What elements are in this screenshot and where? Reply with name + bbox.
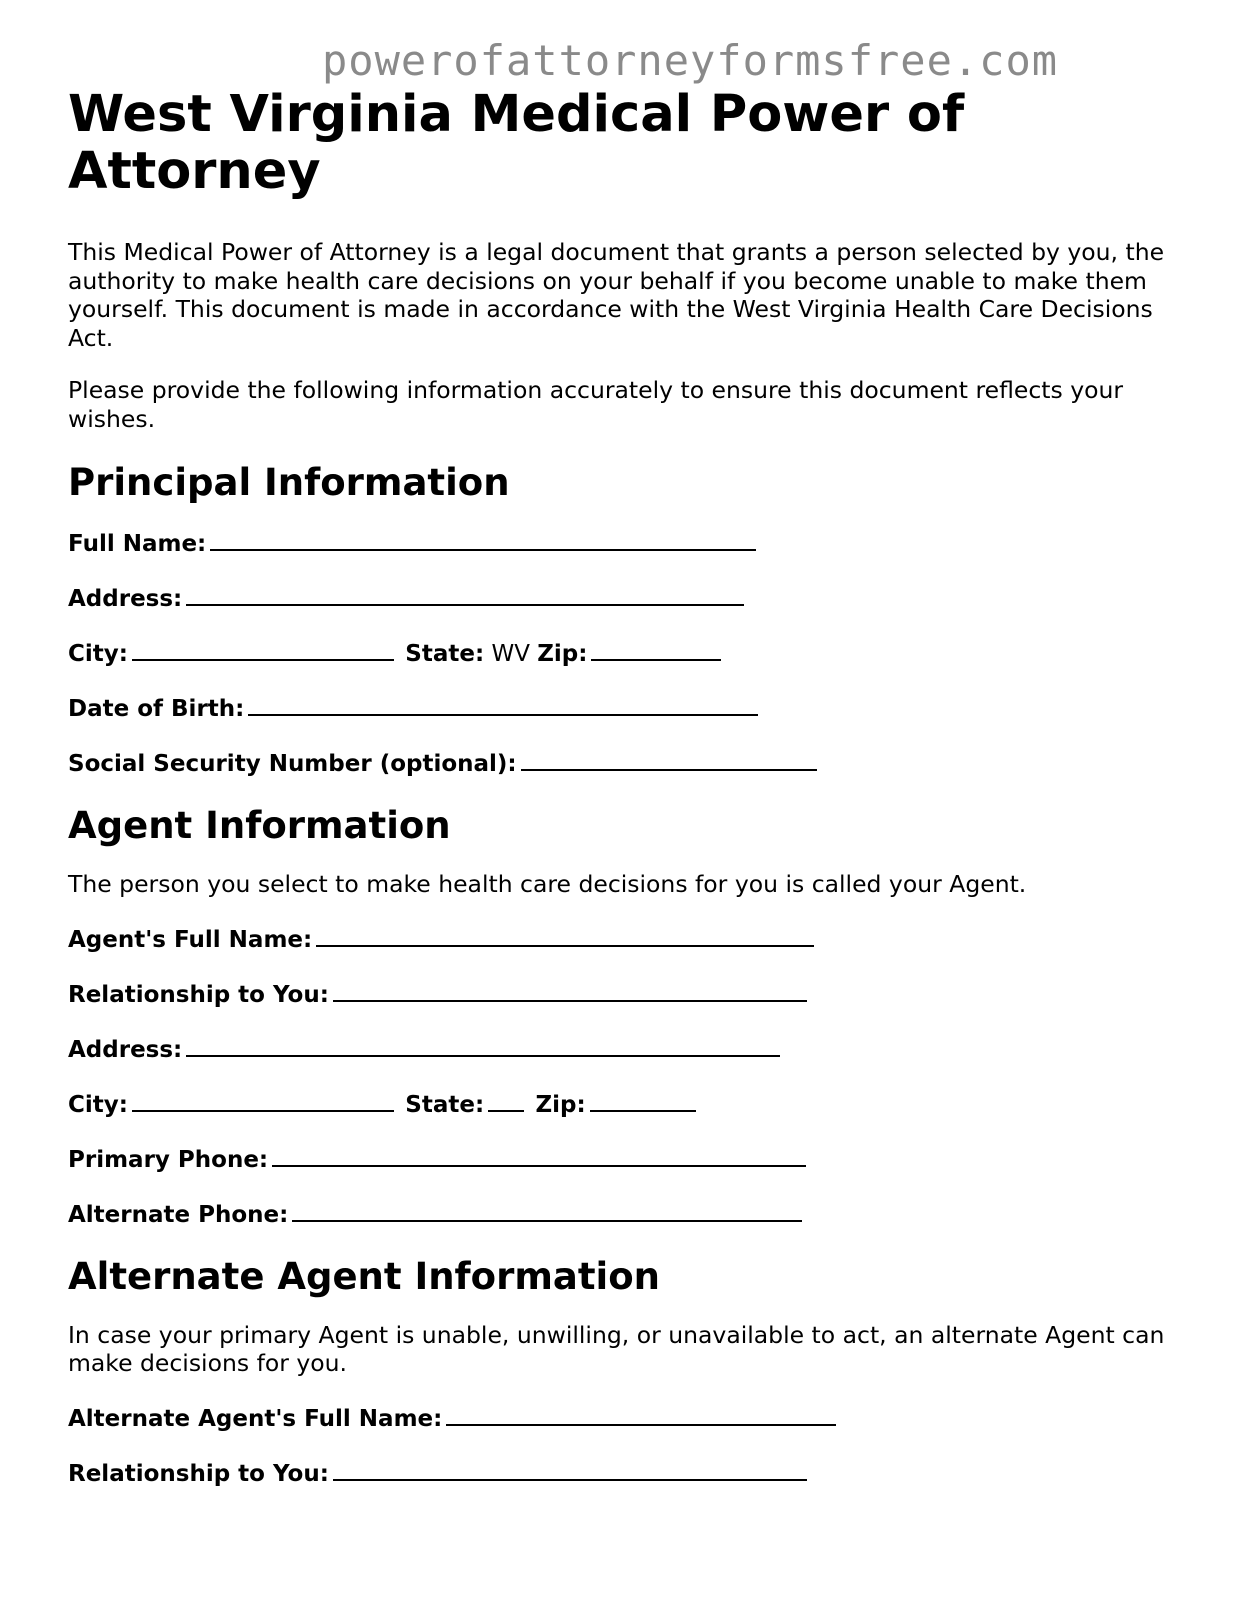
agent-address-field [68, 1033, 1168, 1064]
agent-city-blank[interactable] [132, 1088, 394, 1112]
watermark: powerofattorneyformsfree.com [322, 36, 1059, 85]
agent-heading: Agent Information [68, 804, 451, 847]
agent-alternate-phone-field [68, 1198, 1168, 1229]
alternate-agent-description: In case your primary Agent is unable, unwilling, or unavailable to act, an alternate Agent can make decisions for you. [68, 1320, 1165, 1377]
principal-zip-blank[interactable] [591, 637, 721, 661]
principal-ssn-blank[interactable] [521, 747, 817, 771]
alternate-agent-full-name-label: Alternate Agent's Full Name: [68, 1405, 443, 1432]
principal-dob-field [68, 692, 1168, 723]
principal-city-state-zip-field [68, 637, 1168, 668]
agent-primary-phone-field [68, 1143, 1168, 1174]
principal-state-label: State: [405, 641, 485, 667]
agent-relationship-field [68, 978, 1168, 1009]
principal-address-blank[interactable] [186, 582, 744, 606]
instruction-paragraph: Please provide the following information accurately to ensure this document reflects your wishes. [68, 376, 1124, 433]
agent-full-name-blank[interactable] [316, 923, 814, 947]
agent-city-state-zip-field [68, 1088, 1168, 1119]
principal-full-name-blank[interactable] [210, 527, 756, 551]
principal-address-field [68, 582, 1168, 613]
agent-zip-blank[interactable] [590, 1088, 696, 1112]
agent-address-blank[interactable] [186, 1033, 780, 1057]
principal-dob-label: Date of Birth: [68, 696, 245, 722]
agent-full-name-field [68, 923, 1168, 954]
agent-relationship-label: Relationship to You: [68, 981, 329, 1008]
principal-ssn-label: Social Security Number (optional): [68, 751, 517, 777]
agent-state-blank[interactable] [488, 1088, 524, 1112]
principal-heading: Principal Information [68, 461, 510, 504]
principal-address-label: Address: [68, 586, 183, 612]
agent-zip-label: Zip: [535, 1091, 586, 1118]
principal-dob-blank[interactable] [248, 692, 758, 716]
agent-description: The person you select to make health care decisions for you is called your Agent. [68, 870, 1027, 898]
agent-full-name-label: Agent's Full Name: [68, 926, 313, 953]
agent-address-label: Address: [68, 1036, 183, 1063]
agent-relationship-blank[interactable] [333, 978, 807, 1002]
principal-zip-label: Zip: [537, 641, 588, 667]
document-title: West Virginia Medical Power of Attorney [68, 85, 965, 201]
intro-paragraph: This Medical Power of Attorney is a legal document that grants a person selected by you, the authority to make health care decisions on your behalf if you become unable to make them yourself. This document is made in accordance with the West Virginia Health Care Decisions Act. [68, 238, 1165, 352]
alternate-agent-full-name-field [68, 1402, 1168, 1433]
agent-alternate-phone-label: Alternate Phone: [68, 1201, 289, 1228]
principal-state-value: WV [491, 641, 530, 667]
principal-city-label: City: [68, 641, 128, 667]
principal-ssn-field [68, 747, 1168, 778]
agent-alternate-phone-blank[interactable] [292, 1198, 802, 1222]
principal-full-name-field [68, 527, 1168, 558]
principal-full-name-label: Full Name: [68, 531, 207, 557]
alternate-agent-full-name-blank[interactable] [446, 1402, 836, 1426]
agent-primary-phone-blank[interactable] [272, 1143, 806, 1167]
alternate-agent-heading: Alternate Agent Information [68, 1254, 660, 1298]
agent-city-label: City: [68, 1091, 128, 1118]
agent-state-label: State: [405, 1091, 485, 1118]
document-page [68, 86, 1168, 1512]
principal-city-blank[interactable] [132, 637, 394, 661]
alternate-agent-relationship-label: Relationship to You: [68, 1460, 329, 1487]
alternate-agent-relationship-field [68, 1457, 1168, 1488]
alternate-agent-relationship-blank[interactable] [333, 1457, 807, 1481]
agent-primary-phone-label: Primary Phone: [68, 1146, 269, 1173]
